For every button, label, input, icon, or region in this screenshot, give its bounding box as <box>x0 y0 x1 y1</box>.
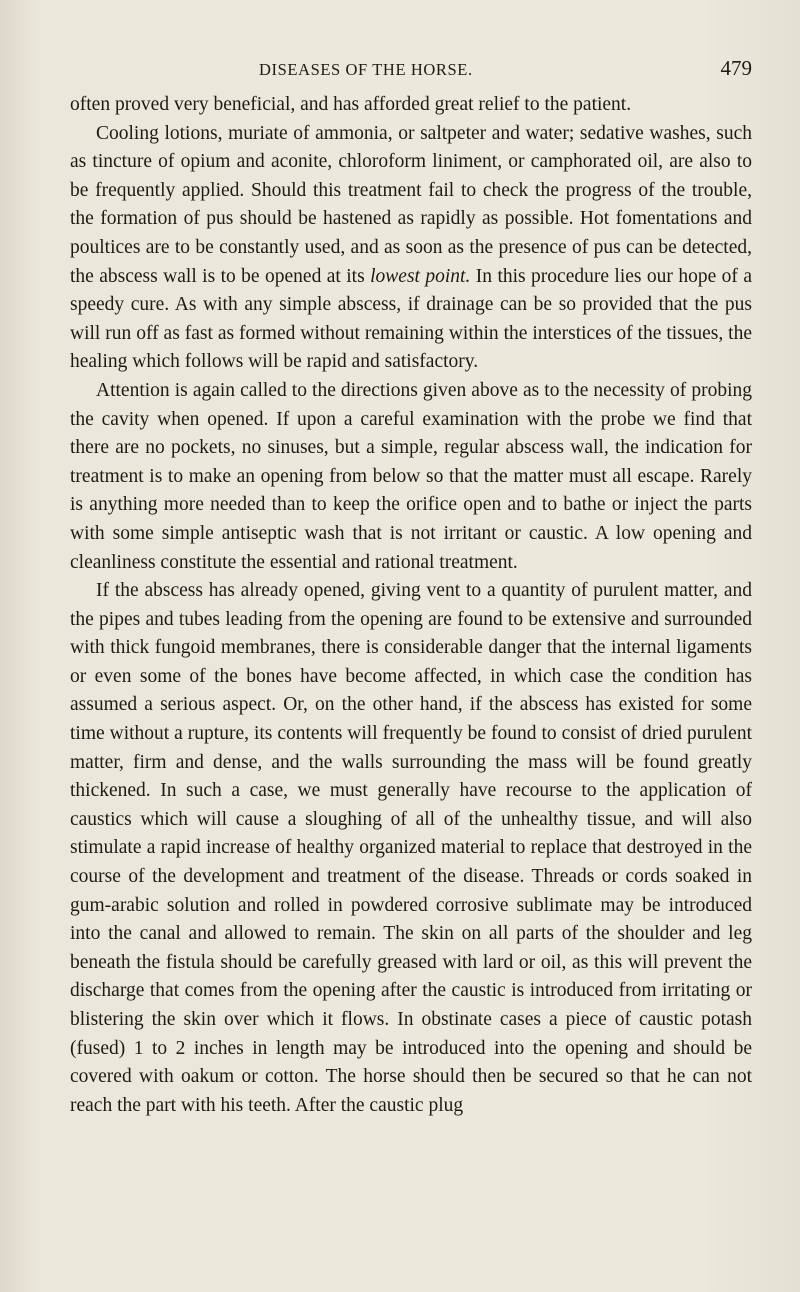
paragraph-attention: Attention is again called to the directions given above as to the necessity of probing the cavity when opened. If upon a careful examination with the probe we find that there are no pockets, no sinuses, but a simple, regular abscess wall, the indication for treatment is to make an opening from below so that the matter must all escape. Rarely is anything more needed than to keep the orifice open and to bathe or inject the parts with some simple antiseptic wash that is not irritant or caustic. A low opening and cleanliness constitute the essential and rational treatment. <box>70 379 752 573</box>
page-number: 479 <box>720 56 752 80</box>
paragraph-text: In this procedure lies our hope of a speedy cure. As with any simple abscess, if drainage can be so provided that the pus will run off as fast as formed without remaining within the interstices of the tissues, the healing which follows will be rapid and satisfactory. <box>70 265 753 373</box>
page-header <box>70 56 752 84</box>
paragraph-cooling-lotions <box>70 120 752 377</box>
body-text <box>70 91 752 1120</box>
running-title: DISEASES OF THE HORSE. <box>259 60 473 79</box>
paragraph-abscess-opened: If the abscess has already opened, giving vent to a quantity of purulent matter, and the pipes and tubes leading from the opening are found to be extensive and surrounded with thick fungoid membranes, there is considerable danger that the internal ligaments or even some of the bones have become affected, in which case the condition has assumed a serious aspect. Or, on the other hand, if the abscess has existed for some time without a rupture, its contents will frequently be found to consist of dried purulent matter, firm and dense, and the walls surrounding the mass will be found greatly thickened. In such a case, we must generally have recourse to the application of caustics which will cause a sloughing of all of the unhealthy tissue, and will also stimulate a rapid increase of healthy organized material to replace that destroyed in the course of the development and treatment of the disease. Threads or cords soaked in gum-arabic solution and rolled in powdered corrosive sublimate may be introduced into the canal and allowed to remain. The skin on all parts of the shoulder and leg beneath the fistula should be carefully greased with lard or oil, as this will prevent the discharge that comes from the opening after the caustic is introduced from irritating or blistering the skin over which it flows. In obstinate cases a piece of caustic potash (fused) 1 to 2 inches in length may be introduced into the opening and should be covered with oakum or cotton. The horse should then be secured so that he can not reach the part with his teeth. After the caustic plug <box>70 580 752 1116</box>
paragraph-text: Cooling lotions, muriate of ammonia, or saltpeter and water; sedative washes, such as tincture of opium and aconite, chloroform liniment, or camphorated oil, are also to be frequently applied. Should this treatment fail to check the progress of the trouble, the formation of pus should be hastened as rapidly as possible. Hot fomentations and poultices are to be constantly used, and as soon as the presence of pus can be detected, the abscess wall is to be opened at its <box>70 122 752 287</box>
paragraph-continued: often proved very beneficial, and has afforded great relief to the patient. <box>70 94 632 115</box>
emphasis-lowest-point: lowest point. <box>370 265 471 287</box>
